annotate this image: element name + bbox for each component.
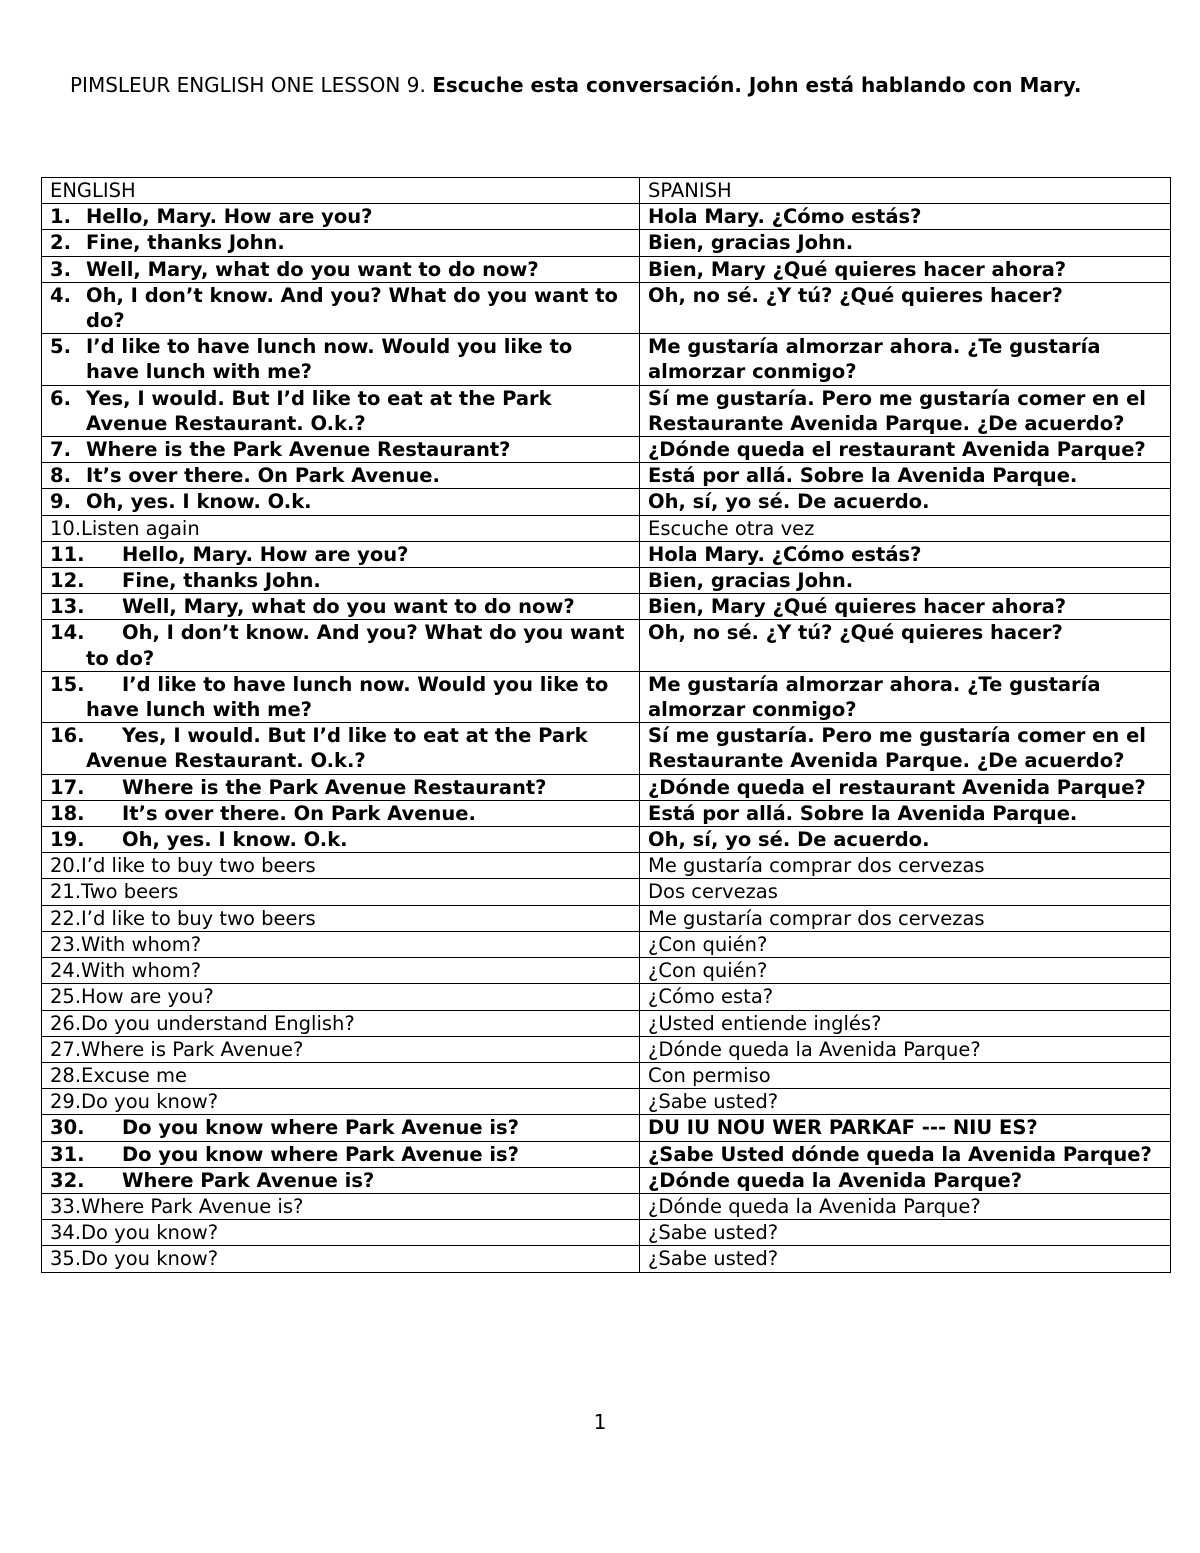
row-number: 13. <box>50 595 85 619</box>
column-header-spanish: SPANISH <box>640 178 1171 204</box>
table-row <box>42 1089 1171 1115</box>
row-number: 29. <box>50 1090 82 1114</box>
spanish-cell: Dos cervezas <box>640 879 1171 905</box>
spanish-cell: ¿Dónde queda la Avenida Parque? <box>640 1036 1171 1062</box>
table-row <box>42 1141 1171 1167</box>
english-cell <box>42 1141 640 1167</box>
english-cell <box>42 230 640 256</box>
english-text: With whom? <box>81 932 202 956</box>
english-text: Where is the Park Avenue Restaurant? <box>122 775 547 799</box>
english-cell <box>42 800 640 826</box>
row-number: 30. <box>50 1116 85 1140</box>
spanish-cell: Oh, sí, yo sé. De acuerdo. <box>640 827 1171 853</box>
spanish-cell: ¿Cómo esta? <box>640 984 1171 1010</box>
spanish-cell: ¿Sabe Usted dónde queda la Avenida Parque? <box>640 1141 1171 1167</box>
spanish-cell: Escuche otra vez <box>640 515 1171 541</box>
english-cell <box>42 1062 640 1088</box>
spanish-cell: ¿Usted entiende inglés? <box>640 1010 1171 1036</box>
english-text: I’d like to buy two beers <box>81 906 316 930</box>
row-number: 16. <box>50 724 85 748</box>
english-text: I’d like to have lunch now. Would you like to have lunch with me? <box>86 672 609 722</box>
table-row <box>42 334 1171 385</box>
row-number: 19. <box>50 828 85 852</box>
table-row <box>42 1220 1171 1246</box>
english-text: It’s over there. On Park Avenue. <box>122 801 476 825</box>
english-cell <box>42 334 640 385</box>
english-text: Do you understand English? <box>81 1011 355 1035</box>
row-number: 31. <box>50 1142 85 1166</box>
lesson-table <box>41 177 1171 1273</box>
spanish-cell: Oh, no sé. ¿Y tú? ¿Qué quieres hacer? <box>640 620 1171 671</box>
english-cell <box>42 879 640 905</box>
english-text: It’s over there. On Park Avenue. <box>86 464 440 488</box>
row-number: 24. <box>50 959 82 983</box>
english-text: Do you know? <box>81 1221 219 1245</box>
english-cell <box>42 984 640 1010</box>
english-text: I’d like to buy two beers <box>81 854 316 878</box>
table-row <box>42 1062 1171 1088</box>
spanish-cell: Sí me gustaría. Pero me gustaría comer en el Restaurante Avenida Parque. ¿De acuerdo? <box>640 723 1171 774</box>
table-row <box>42 489 1171 515</box>
row-number: 34. <box>50 1221 82 1245</box>
spanish-cell: Me gustaría almorzar ahora. ¿Te gustaría almorzar conmigo? <box>640 334 1171 385</box>
heading-prefix: PIMSLEUR ENGLISH ONE LESSON 9. <box>70 73 426 97</box>
spanish-cell: Está por allá. Sobre la Avenida Parque. <box>640 463 1171 489</box>
english-cell <box>42 620 640 671</box>
page-number: 1 <box>593 1410 607 1434</box>
row-number: 5. <box>50 335 71 359</box>
spanish-cell: DU IU NOU WER PARKAF --- NIU ES? <box>640 1115 1171 1141</box>
table-row <box>42 204 1171 230</box>
english-cell <box>42 437 640 463</box>
row-number: 15. <box>50 672 85 696</box>
table-row <box>42 568 1171 594</box>
spanish-cell: Me gustaría comprar dos cervezas <box>640 853 1171 879</box>
english-text: Yes, I would. But I’d like to eat at the Park Avenue Restaurant. O.k.? <box>86 724 588 773</box>
table-row <box>42 620 1171 671</box>
english-text: Do you know where Park Avenue is? <box>122 1116 519 1140</box>
english-cell <box>42 1089 640 1115</box>
english-cell <box>42 282 640 333</box>
row-number: 12. <box>50 569 85 593</box>
english-text: Oh, I don’t know. And you? What do you want to do? <box>86 621 625 670</box>
row-number: 32. <box>50 1168 85 1192</box>
english-cell <box>42 515 640 541</box>
english-cell <box>42 671 640 722</box>
document-heading <box>70 70 1150 100</box>
row-number: 33. <box>50 1194 82 1218</box>
english-cell <box>42 1036 640 1062</box>
row-number: 11. <box>50 542 85 566</box>
table-row <box>42 230 1171 256</box>
spanish-cell: Oh, sí, yo sé. De acuerdo. <box>640 489 1171 515</box>
spanish-cell: Me gustaría almorzar ahora. ¿Te gustaría almorzar conmigo? <box>640 671 1171 722</box>
english-text: Do you know where Park Avenue is? <box>122 1142 519 1166</box>
row-number: 10. <box>50 516 82 540</box>
english-text: Do you know? <box>81 1247 219 1271</box>
table-row <box>42 437 1171 463</box>
row-number: 35. <box>50 1247 82 1271</box>
column-header-english: ENGLISH <box>42 178 640 204</box>
english-text: Do you know? <box>81 1090 219 1114</box>
spanish-cell: Sí me gustaría. Pero me gustaría comer en el Restaurante Avenida Parque. ¿De acuerdo? <box>640 385 1171 436</box>
table-row <box>42 282 1171 333</box>
spanish-cell: ¿Sabe usted? <box>640 1220 1171 1246</box>
english-cell <box>42 905 640 931</box>
english-cell <box>42 931 640 957</box>
spanish-cell: ¿Dónde queda la Avenida Parque? <box>640 1193 1171 1219</box>
table-row <box>42 515 1171 541</box>
english-text: Oh, yes. I know. O.k. <box>86 490 312 514</box>
english-text: Two beers <box>81 880 179 904</box>
spanish-cell: Bien, Mary ¿Qué quieres hacer ahora? <box>640 594 1171 620</box>
table-row <box>42 594 1171 620</box>
spanish-cell: Me gustaría comprar dos cervezas <box>640 905 1171 931</box>
english-text: Excuse me <box>81 1063 187 1087</box>
spanish-cell: Hola Mary. ¿Cómo estás? <box>640 204 1171 230</box>
english-text: I’d like to have lunch now. Would you like to have lunch with me? <box>86 335 573 384</box>
spanish-cell: ¿Con quién? <box>640 958 1171 984</box>
row-number: 20. <box>50 854 82 878</box>
spanish-cell: Bien, gracias John. <box>640 230 1171 256</box>
english-cell <box>42 958 640 984</box>
row-number: 18. <box>50 801 85 825</box>
table-row <box>42 800 1171 826</box>
spanish-cell: ¿Dónde queda la Avenida Parque? <box>640 1167 1171 1193</box>
row-number: 3. <box>50 257 71 281</box>
english-text: Fine, thanks John. <box>86 231 285 255</box>
english-cell <box>42 256 640 282</box>
spanish-cell: ¿Dónde queda el restaurant Avenida Parque? <box>640 774 1171 800</box>
table-row <box>42 931 1171 957</box>
spanish-cell: Bien, Mary ¿Qué quieres hacer ahora? <box>640 256 1171 282</box>
table-row <box>42 1036 1171 1062</box>
table-row <box>42 671 1171 722</box>
english-text: Yes, I would. But I’d like to eat at the Park Avenue Restaurant. O.k.? <box>86 386 552 435</box>
spanish-cell: Oh, no sé. ¿Y tú? ¿Qué quieres hacer? <box>640 282 1171 333</box>
english-cell <box>42 1246 640 1272</box>
english-text: How are you? <box>81 985 214 1009</box>
table-row <box>42 723 1171 774</box>
english-cell <box>42 204 640 230</box>
spanish-cell: Está por allá. Sobre la Avenida Parque. <box>640 800 1171 826</box>
row-number: 25. <box>50 985 82 1009</box>
english-cell <box>42 1010 640 1036</box>
table-row <box>42 541 1171 567</box>
spanish-cell: ¿Sabe usted? <box>640 1246 1171 1272</box>
english-text: Where Park Avenue is? <box>81 1194 304 1218</box>
english-text: Where is the Park Avenue Restaurant? <box>86 438 511 462</box>
english-cell <box>42 723 640 774</box>
row-number: 22. <box>50 906 82 930</box>
table-row <box>42 879 1171 905</box>
english-cell <box>42 1167 640 1193</box>
english-text: Oh, I don’t know. And you? What do you want to do? <box>86 283 618 333</box>
table-row <box>42 853 1171 879</box>
english-cell <box>42 463 640 489</box>
row-number: 23. <box>50 932 82 956</box>
english-text: Hello, Mary. How are you? <box>86 205 373 229</box>
row-number: 1. <box>50 205 71 229</box>
table-header-row <box>42 178 1171 204</box>
spanish-cell: ¿Con quién? <box>640 931 1171 957</box>
english-text: Oh, yes. I know. O.k. <box>122 828 348 852</box>
english-cell <box>42 827 640 853</box>
table-row <box>42 984 1171 1010</box>
table-row <box>42 1193 1171 1219</box>
table-row <box>42 385 1171 436</box>
english-text: Well, Mary, what do you want to do now? <box>86 257 539 281</box>
table-row <box>42 827 1171 853</box>
spanish-cell: Hola Mary. ¿Cómo estás? <box>640 541 1171 567</box>
row-number: 26. <box>50 1011 82 1035</box>
spanish-cell: Con permiso <box>640 1062 1171 1088</box>
english-text: Hello, Mary. How are you? <box>122 542 409 566</box>
english-text: With whom? <box>81 959 202 983</box>
english-text: Where is Park Avenue? <box>81 1037 304 1061</box>
row-number: 6. <box>50 386 71 410</box>
row-number: 14. <box>50 621 85 645</box>
table-row <box>42 1115 1171 1141</box>
english-text: Listen again <box>81 516 200 540</box>
table-body <box>42 204 1171 1272</box>
row-number: 8. <box>50 464 71 488</box>
english-cell <box>42 1115 640 1141</box>
row-number: 7. <box>50 438 71 462</box>
english-cell <box>42 1220 640 1246</box>
row-number: 27. <box>50 1037 82 1061</box>
table-row <box>42 463 1171 489</box>
row-number: 4. <box>50 283 71 307</box>
english-cell <box>42 1193 640 1219</box>
english-cell <box>42 541 640 567</box>
table-row <box>42 774 1171 800</box>
table-row <box>42 958 1171 984</box>
table-row <box>42 256 1171 282</box>
row-number: 9. <box>50 490 71 514</box>
table-row <box>42 905 1171 931</box>
english-text: Where Park Avenue is? <box>122 1168 375 1192</box>
spanish-cell: Bien, gracias John. <box>640 568 1171 594</box>
row-number: 17. <box>50 775 85 799</box>
english-text: Fine, thanks John. <box>122 569 321 593</box>
row-number: 2. <box>50 231 71 255</box>
english-cell <box>42 594 640 620</box>
row-number: 28. <box>50 1063 82 1087</box>
spanish-cell: ¿Dónde queda el restaurant Avenida Parque? <box>640 437 1171 463</box>
table-row <box>42 1246 1171 1272</box>
english-text: Well, Mary, what do you want to do now? <box>122 595 575 619</box>
english-cell <box>42 385 640 436</box>
english-cell <box>42 853 640 879</box>
table-row <box>42 1010 1171 1036</box>
english-cell <box>42 774 640 800</box>
table-row <box>42 1167 1171 1193</box>
heading-instruction: Escuche esta conversación. John está hablando con Mary. <box>432 73 1082 97</box>
english-cell <box>42 568 640 594</box>
english-cell <box>42 489 640 515</box>
row-number: 21. <box>50 880 82 904</box>
spanish-cell: ¿Sabe usted? <box>640 1089 1171 1115</box>
